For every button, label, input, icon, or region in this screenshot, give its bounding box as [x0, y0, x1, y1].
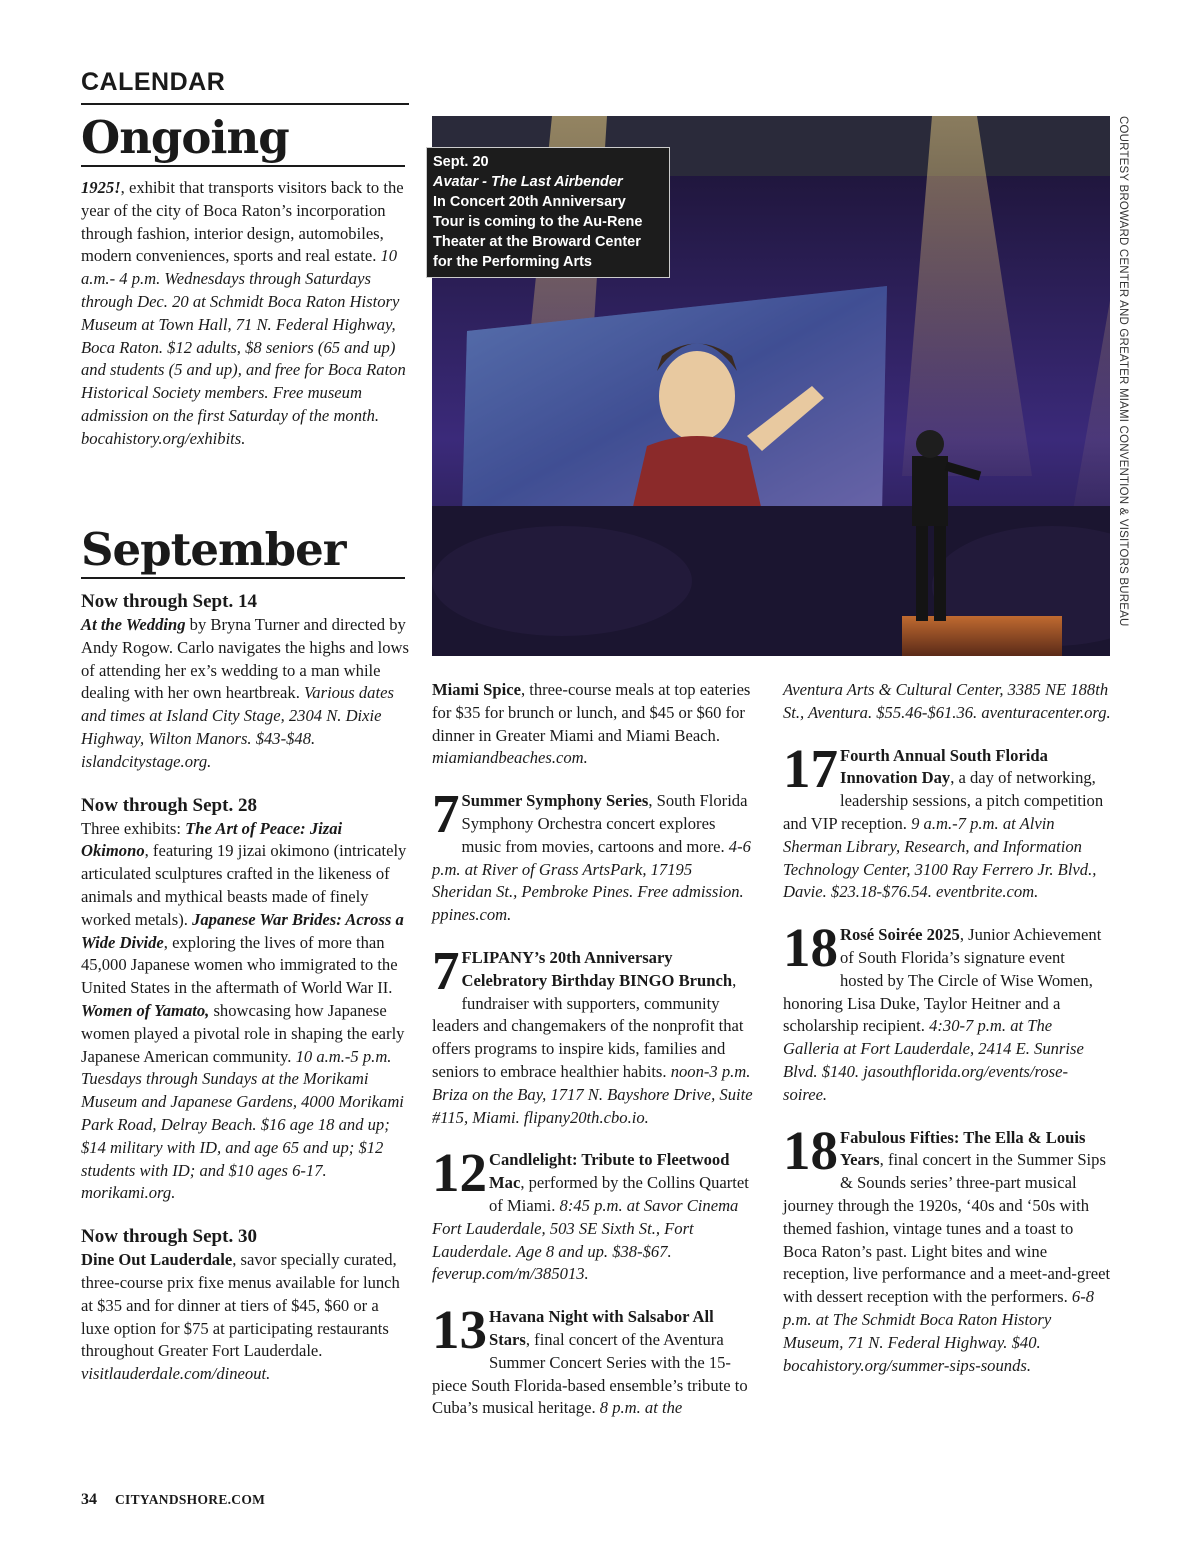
event-details: 10 a.m.-5 p.m. Tuesdays through Sundays at the Morikami Museum and Japanese Gardens, 4000 Morikami Park Road, Delray Beach. $16 age 18 and up; $14 military with ID, and age 65 and up; $12 students with ID; and $10 ages 6-17. morikami.org.	[81, 1046, 404, 1203]
event-entry	[783, 1119, 1111, 1378]
ongoing-heading: Ongoing	[81, 114, 405, 167]
event-title: Rosé Soirée 2025	[840, 925, 960, 945]
event-title: Fabulous Fifties: The Ella & Louis Years	[840, 1127, 1086, 1170]
event-entry	[81, 1225, 411, 1386]
event-description: by Bryna Turner and directed by Andy Rogow. Carlo navigates the highs and lows of attending her ex’s wedding to a man while dealing with her own heartbreak.	[81, 615, 409, 703]
event-details: 9 a.m.-7 p.m. at Alvin Sherman Library, Research, and Information Technology Center, 3100 Ray Ferrero Jr. Blvd., Davie. $23.18-$76.54. eventbrite.com.	[783, 813, 1097, 902]
event-date: Now through Sept. 30	[81, 1226, 257, 1248]
event-title: The Art of Peace: Jizai Okimono	[81, 818, 343, 861]
event-description: , fundraiser with supporters, community leaders and changemakers of the nonprofit that offers programs to inspire kids, families and seniors to embrace healthier habits.	[432, 970, 744, 1081]
event-entry	[81, 794, 411, 1206]
event-details: Aventura Arts & Cultural Center, 3385 NE 188th St., Aventura. $55.46-$61.36. aventuracenter.org.	[783, 680, 1111, 722]
september-column	[81, 590, 411, 1406]
event-details: 6-8 p.m. at The Schmidt Boca Raton History Museum, 71 N. Federal Highway. $40. bocahistory.org/summer-sips-sounds.	[783, 1287, 1095, 1375]
event-description: , savor specially curated, three-course prix fixe menus available for lunch at $35 and for dinner at tiers of $45, $60 or a luxe option for $75 at participating restaurants throughout Greater Fort Lauderdale.	[81, 1250, 400, 1361]
event-day: 13	[432, 1299, 487, 1361]
event-entry	[81, 590, 411, 774]
event-day: 18	[783, 1119, 838, 1181]
event-title: Candlelight: Tribute to Fleetwood Mac	[489, 1150, 730, 1193]
page-number: 34	[81, 1491, 97, 1508]
event-description: , South Florida Symphony Orchestra concert explores music from movies, cartoons and more.	[461, 791, 748, 856]
event-day: 17	[783, 737, 838, 799]
event-title: FLIPANY’s 20th Anniversary Celebratory Birthday BINGO Brunch	[461, 947, 733, 990]
event-title: Women of Yamato,	[81, 1000, 210, 1020]
event-description: , Junior Achievement of South Florida’s signature event hosted by The Circle of Wise Women, honoring Lisa Duke, Taylor Heitner and a scholarship recipient.	[783, 925, 1102, 1036]
event-entry	[432, 1299, 754, 1420]
section-label: CALENDAR	[81, 68, 409, 105]
event-details: 10 a.m.- 4 p.m. Wednesdays through Saturdays through Dec. 20 at Schmidt Boca Raton History Museum at Town Hall, 71 N. Federal Highway, Boca Raton. $12 adults, $8 seniors (65 and up) and students (5 and up), and free for Boca Raton Historical Society members. Free museum admission on the first Saturday of the month. bocahistory.org/exhibits.	[81, 246, 406, 448]
event-intro: Three exhibits:	[81, 818, 186, 838]
event-description: , featuring 19 jizai okimono (intricately articulated sculptures crafted in the likeness of animals and mythical beasts made of finely worked metals).	[81, 841, 407, 929]
event-details: visitlauderdale.com/dineout.	[81, 1364, 271, 1384]
event-description: , final concert of the Aventura Summer Concert Series with the 15-piece South Florida-based ensemble’s tribute to Cuba’s musical heritage.	[432, 1329, 748, 1418]
event-description: , performed by the Collins Quartet of Miami.	[489, 1173, 749, 1215]
caption-date: Sept. 20	[433, 154, 489, 170]
event-date: Now through Sept. 14	[81, 591, 257, 612]
photo-credit: COURTESY BROWARD CENTER AND GREATER MIAMI CONVENTION & VISITORS BUREAU	[1117, 116, 1129, 627]
event-title: Havana Night with Salsabor All Stars	[489, 1307, 714, 1349]
event-date: Now through Sept. 28	[81, 794, 257, 816]
event-details: Various dates and times at Island City Stage, 2304 N. Dixie Highway, Wilton Manors. $43-$48. islandcitystage.org.	[81, 683, 394, 771]
caption-title: Avatar - The Last Airbender	[433, 174, 623, 190]
caption-text: In Concert 20th Anniversary Tour is coming to the Au-Rene Theater at the Broward Center for the Performing Arts	[433, 194, 643, 270]
column-two	[432, 679, 754, 1440]
event-title: At the Wedding	[81, 615, 186, 634]
event-description: , exhibit that transports visitors back to the year of the city of Boca Raton’s incorporation through fashion, interior design, automobiles, modern conveniences, sports and real estate.	[81, 178, 404, 266]
event-details: 8:45 p.m. at Savor Cinema Fort Lauderdale, 503 SE Sixth St., Fort Lauderdale. Age 8 and up. $38-$67. feverup.com/m/385013.	[432, 1195, 739, 1284]
event-title: Fourth Annual South Florida Innovation Day	[840, 745, 1048, 788]
publication-url: CITYANDSHORE.COM	[115, 1492, 266, 1507]
event-details: 8 p.m. at the	[599, 1398, 683, 1418]
event-title: Japanese War Brides: Across a Wide Divide	[81, 909, 404, 952]
event-day: 7	[432, 783, 460, 845]
event-description: , a day of networking, leadership sessions, a pitch competition and VIP reception.	[783, 768, 1104, 833]
column-three	[783, 679, 1111, 1397]
event-title: Summer Symphony Series	[461, 791, 649, 811]
event-entry	[783, 737, 1111, 905]
event-details: noon-3 p.m. Briza on the Bay, 1717 N. Bayshore Drive, Suite #115, Miami. flipany20th.cbo.io.	[432, 1061, 753, 1127]
event-entry	[783, 917, 1111, 1106]
event-day: 18	[783, 917, 838, 979]
event-day: 12	[432, 1142, 487, 1204]
event-title: Dine Out Lauderdale	[81, 1250, 233, 1270]
event-description: , three-course meals at top eateries for $35 for brunch or lunch, and $45 or $60 for dinner in Greater Miami and Miami Beach.	[432, 680, 751, 745]
event-entry	[432, 783, 754, 927]
september-heading: September	[81, 526, 405, 579]
event-details: miamiandbeaches.com.	[432, 748, 588, 768]
event-entry	[432, 679, 754, 770]
event-title: Miami Spice	[432, 680, 521, 699]
photo-caption	[426, 147, 670, 278]
event-title: 1925!	[81, 178, 121, 197]
event-continued	[783, 679, 1111, 725]
event-details: 4:30-7 p.m. at The Galleria at Fort Lauderdale, 2414 E. Sunrise Blvd. $140. jasouthflorida.org/events/rose-soiree.	[783, 1016, 1084, 1104]
event-description: showcasing how Japanese women played a pivotal role in shaping the early Japanese American community.	[81, 1000, 405, 1066]
ongoing-entry	[81, 177, 411, 451]
event-entry	[432, 1142, 754, 1286]
event-description: , exploring the lives of more than 45,000 Japanese women who immigrated to the United States in the aftermath of World War II.	[81, 932, 398, 998]
page-footer	[81, 1491, 265, 1509]
event-description: , final concert in the Summer Sips & Sounds series’ three-part musical journey through the 1920s, ‘40s and ‘50s with themed fashion, vintage tunes and a toast to Boca Raton’s past. Light bites and wine reception, live performance and a meet-and-greet with dessert reception with the performers.	[783, 1150, 1111, 1307]
event-entry	[432, 939, 754, 1129]
event-details: 4-6 p.m. at River of Grass ArtsPark, 17195 Sheridan St., Pembroke Pines. Free admission. ppines.com.	[432, 836, 751, 925]
ongoing-section	[81, 177, 411, 451]
event-day: 7	[432, 939, 460, 1001]
